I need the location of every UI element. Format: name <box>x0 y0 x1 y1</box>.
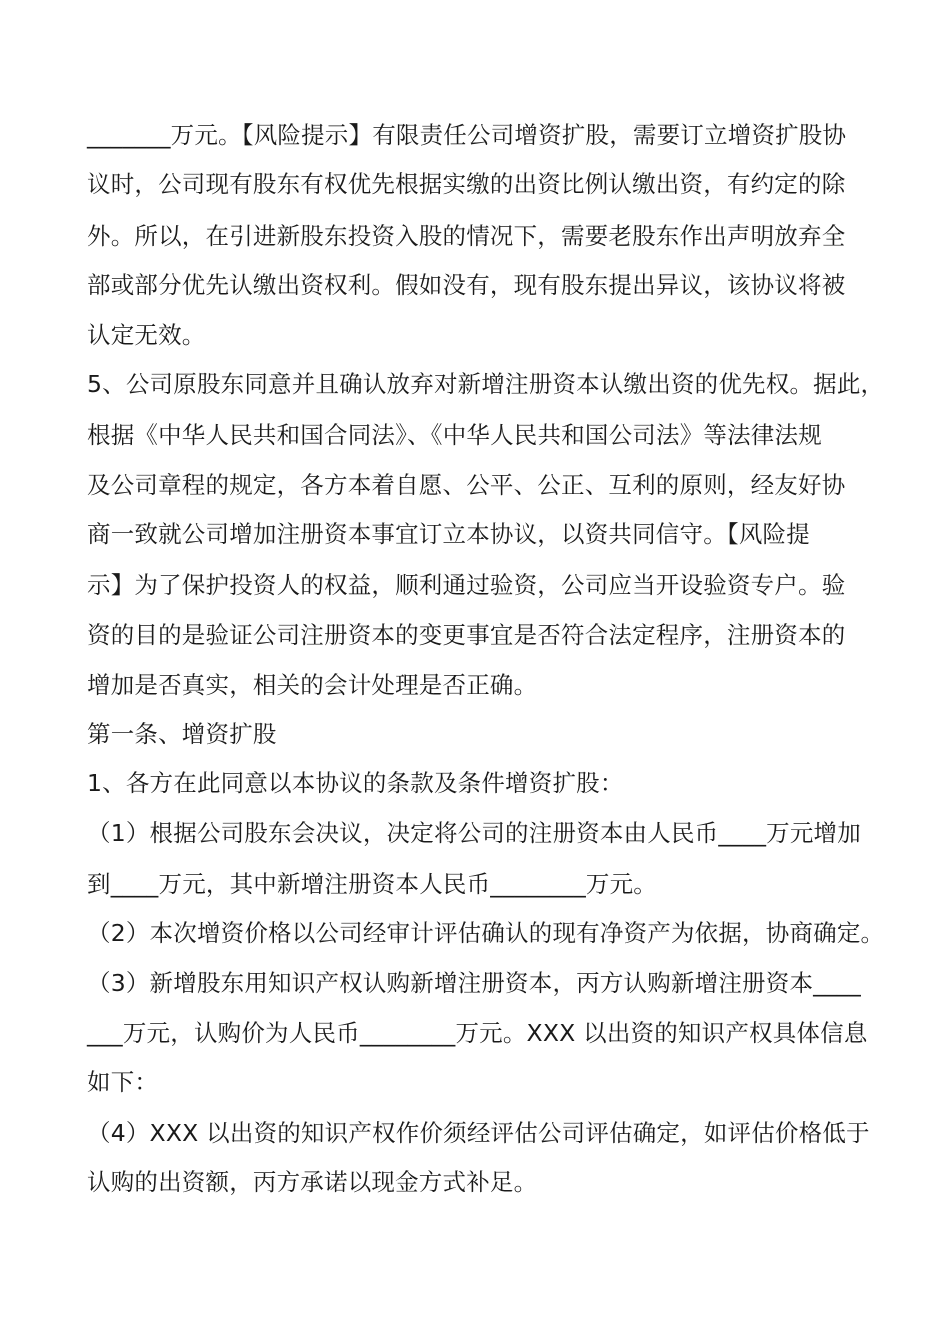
text-line: 根据《中华人民共和国合同法》、《中华人民共和国公司法》等法律法规 <box>87 421 822 449</box>
text-line: 到____万元，其中新增注册资本人民币________万元。 <box>87 870 657 898</box>
text-line: 议时，公司现有股东有权优先根据实缴的出资比例认缴出资，有约定的除 <box>87 170 846 198</box>
text-line: （4）XXX 以出资的知识产权作价须经评估公司评估确定，如评估价格低于 <box>87 1119 870 1147</box>
text-line: 资的目的是验证公司注册资本的变更事宜是否符合法定程序，注册资本的 <box>87 621 846 649</box>
text-line: 商一致就公司增加注册资本事宜订立本协议，以资共同信守。【风险提 <box>87 520 810 548</box>
text-line: 1、各方在此同意以本协议的条款及条件增资扩股： <box>87 769 624 797</box>
section-heading: 第一条、增资扩股 <box>87 720 277 748</box>
text-line: 及公司章程的规定，各方本着自愿、公平、公正、互利的原则，经友好协 <box>87 471 846 499</box>
text-line: （3）新增股东用知识产权认购新增注册资本，丙方认购新增注册资本____ <box>87 969 861 997</box>
text-line: 认定无效。 <box>87 321 206 349</box>
text-line: 外。所以，在引进新股东投资入股的情况下，需要老股东作出声明放弃全 <box>87 222 846 250</box>
text-line: 认购的出资额，丙方承诺以现金方式补足。 <box>87 1168 538 1196</box>
text-line: （2）本次增资价格以公司经审计评估确认的现有净资产为依据，协商确定。 <box>87 919 885 947</box>
text-line: ___万元，认购价为人民币________万元。XXX 以出资的知识产权具体信息 <box>87 1019 868 1047</box>
text-line: 部或部分优先认缴出资权利。假如没有，现有股东提出异议，该协议将被 <box>87 271 846 299</box>
text-line: （1）根据公司股东会决议，决定将公司的注册资本由人民币____万元增加 <box>87 819 861 847</box>
text-line: 增加是否真实，相关的会计处理是否正确。 <box>87 671 538 699</box>
text-line: 5、公司原股东同意并且确认放弃对新增注册资本认缴出资的优先权。据此， <box>87 370 885 398</box>
text-line: 示】为了保护投资人的权益，顺利通过验资，公司应当开设验资专户。验 <box>87 571 846 599</box>
text-line: _______万元。【风险提示】有限责任公司增资扩股，需要订立增资扩股协 <box>87 121 847 149</box>
text-line: 如下： <box>87 1068 159 1096</box>
